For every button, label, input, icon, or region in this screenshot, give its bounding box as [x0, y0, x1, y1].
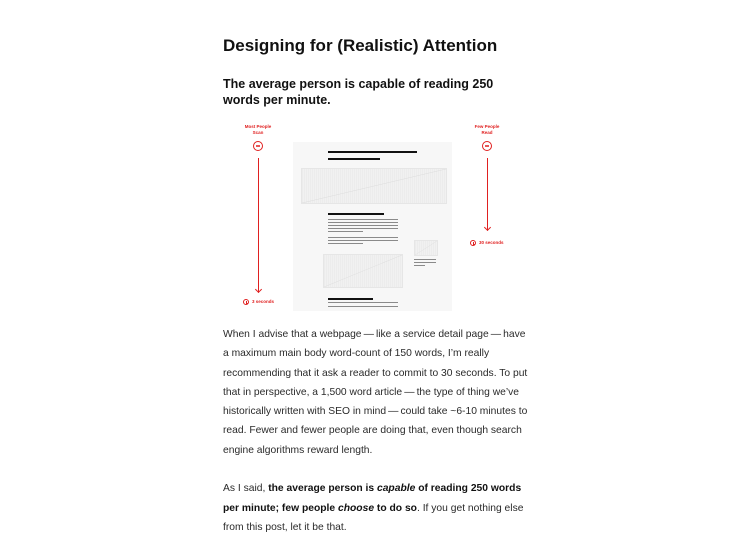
right-label — [467, 124, 507, 136]
p2-bold-italic-choose: choose — [338, 502, 375, 514]
mockup-text-line — [328, 237, 398, 238]
mockup-text-line — [328, 240, 398, 241]
mockup-inline-image — [323, 254, 403, 288]
mockup-heading-bar — [328, 151, 417, 153]
left-label-line2: Scan — [252, 130, 264, 135]
clock-icon-right — [470, 240, 476, 246]
mockup-sidebar-line — [414, 265, 425, 266]
mockup-text-line — [328, 302, 398, 303]
attention-figure — [223, 118, 523, 318]
mockup-sidebar-line — [414, 262, 436, 263]
left-time — [243, 299, 274, 305]
read-arrow-line — [487, 158, 488, 230]
p2-text: As I said, — [223, 483, 269, 495]
right-label-line1: Few People — [474, 124, 500, 129]
right-label-line2: Read — [481, 130, 493, 135]
mockup-subheading-bar — [328, 158, 380, 160]
mockup-hero-image — [301, 168, 447, 204]
body-paragraph-1: When I advise that a webpage — like a service detail page — have a maximum main body word-count of 150 words, I’m really recommending that it ask a reader to commit to 30 seconds. To put that in perspective, a 1,500 word article — the type of thing we’ve historically written with SEO in mind — could take ~6-10 minutes to read. Fewer and fewer people are doing that, even though search engine algorithms reward length. — [223, 329, 528, 456]
article-subtitle: The average person is capable of reading 250 words per minute. — [223, 77, 494, 107]
left-label-line1: Most People — [244, 124, 272, 129]
left-time-text: 3 seconds — [252, 299, 275, 304]
arrow-down-icon-right — [484, 224, 491, 231]
face-icon-right — [482, 141, 492, 151]
mockup-text-line — [328, 219, 398, 220]
mockup-sidebar-line — [414, 259, 436, 260]
mockup-sidebar-image — [414, 240, 438, 256]
mockup-text-line — [328, 228, 398, 229]
mockup-text-line — [328, 225, 398, 226]
scan-arrow-line — [258, 158, 259, 292]
left-label — [238, 124, 278, 136]
article-body — [223, 325, 533, 537]
mockup-section-heading-2 — [328, 298, 373, 300]
face-icon-left — [253, 141, 263, 151]
p2-text-end: . If you get nothing else from this post, let it be that. — [223, 502, 524, 533]
mockup-text-line — [328, 222, 398, 223]
right-time-text: 30 seconds — [479, 240, 504, 245]
mockup-text-line — [328, 231, 363, 232]
p2-bold-b: of reading 250 words per minute; few people — [223, 483, 522, 514]
webpage-mockup — [293, 142, 452, 311]
article-title: Designing for (Realistic) Attention — [223, 36, 498, 55]
body-paragraph-2 — [223, 479, 533, 537]
clock-icon-left — [243, 299, 249, 305]
mockup-text-line — [328, 306, 398, 307]
right-time — [470, 240, 504, 246]
mockup-text-line — [328, 243, 363, 244]
p2-bold-c: to do so — [374, 502, 417, 514]
p2-bold-italic-capable: capable — [376, 483, 416, 495]
arrow-down-icon-left — [255, 286, 262, 293]
p2-bold-a: the average person is — [268, 483, 377, 495]
mockup-section-heading — [328, 213, 384, 215]
